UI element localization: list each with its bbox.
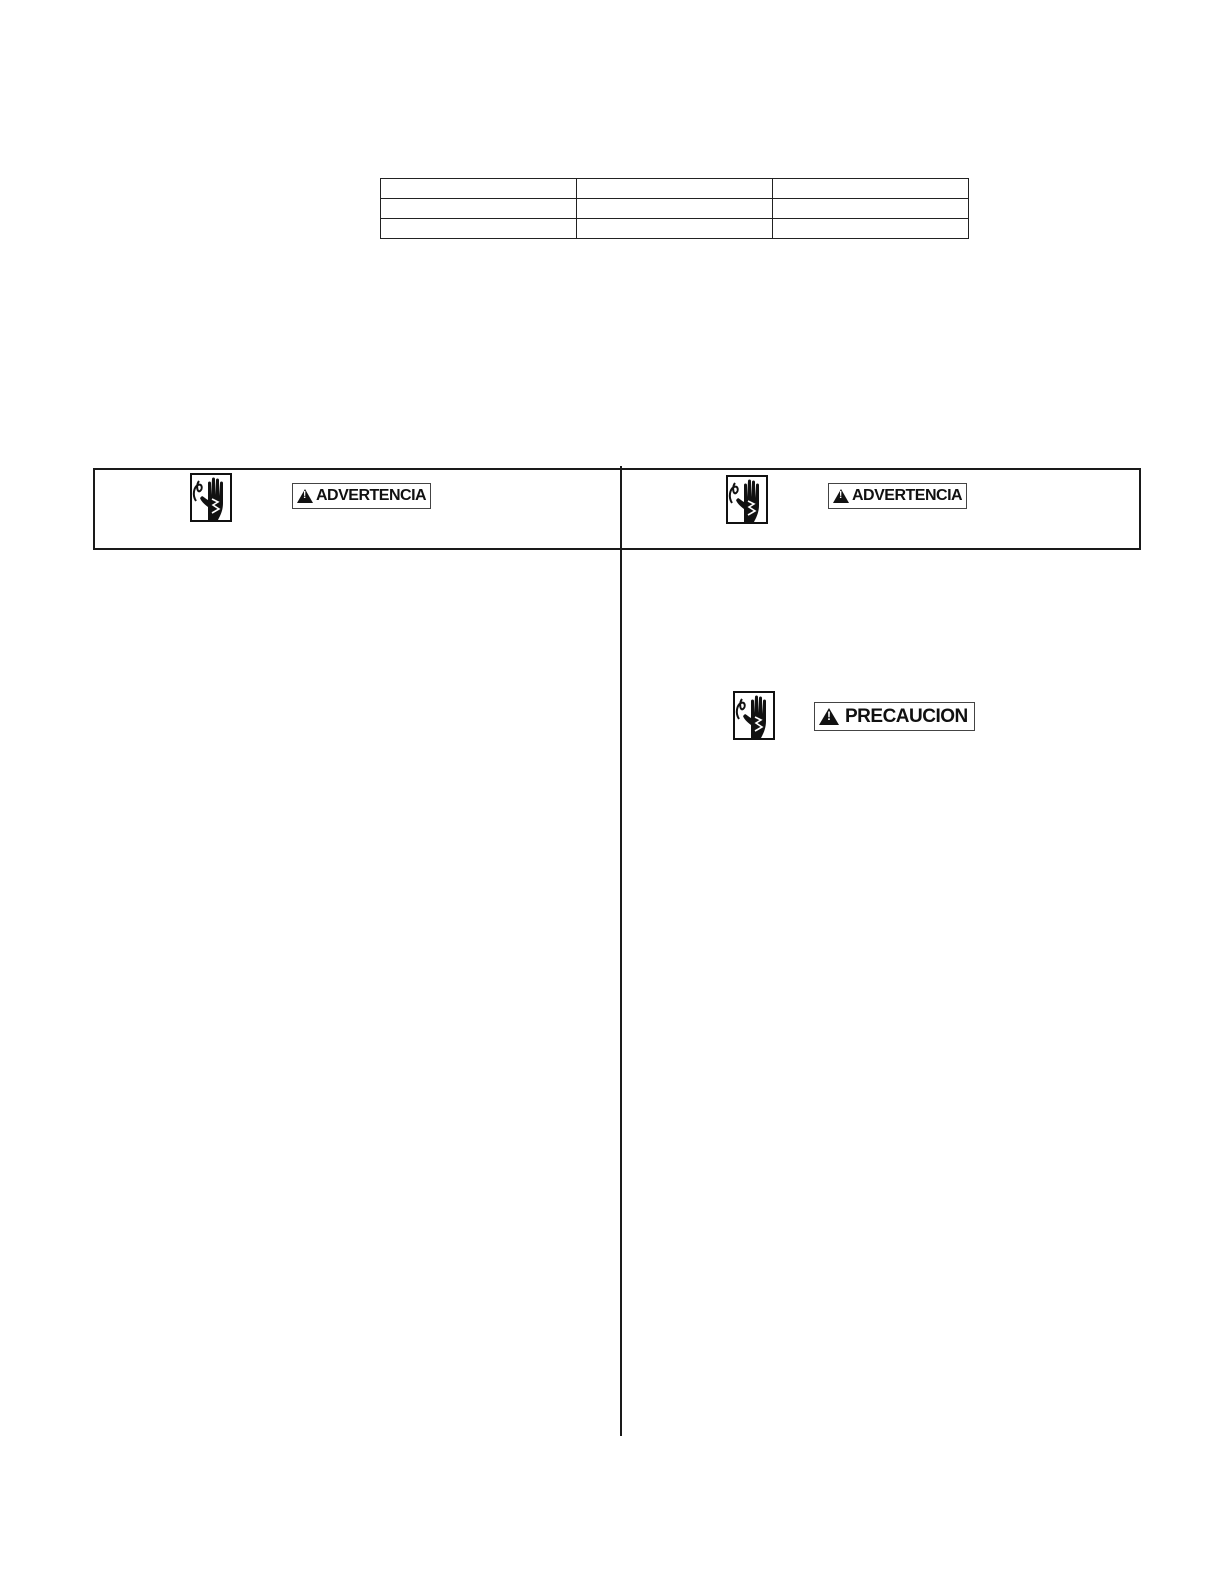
table-row (381, 179, 969, 199)
caution-signal-label (814, 702, 975, 731)
electric-shock-hand-icon (190, 473, 232, 522)
signal-word: ADVERTENCIA (316, 487, 427, 504)
warning-signal-label-left (292, 483, 431, 509)
table-cell (577, 219, 773, 239)
warning-triangle-icon (297, 489, 313, 503)
signal-word: PRECAUCION (845, 705, 968, 727)
table-cell (577, 199, 773, 219)
electric-shock-hand-icon (726, 475, 768, 524)
table-cell (381, 179, 577, 199)
table-cell (773, 199, 969, 219)
warning-triangle-icon (819, 708, 839, 725)
signal-word: ADVERTENCIA (852, 487, 963, 504)
table-cell (381, 199, 577, 219)
table-cell (773, 179, 969, 199)
table-cell (381, 219, 577, 239)
table-row (381, 199, 969, 219)
warning-box-left (93, 468, 622, 550)
table-cell (773, 219, 969, 239)
column-divider (620, 466, 622, 1436)
table-row (381, 219, 969, 239)
warning-signal-label-right (828, 483, 967, 509)
spec-table (380, 178, 969, 239)
electric-shock-hand-icon (733, 691, 775, 740)
warning-box-right (620, 468, 1141, 550)
table-cell (577, 179, 773, 199)
warning-triangle-icon (833, 489, 849, 503)
